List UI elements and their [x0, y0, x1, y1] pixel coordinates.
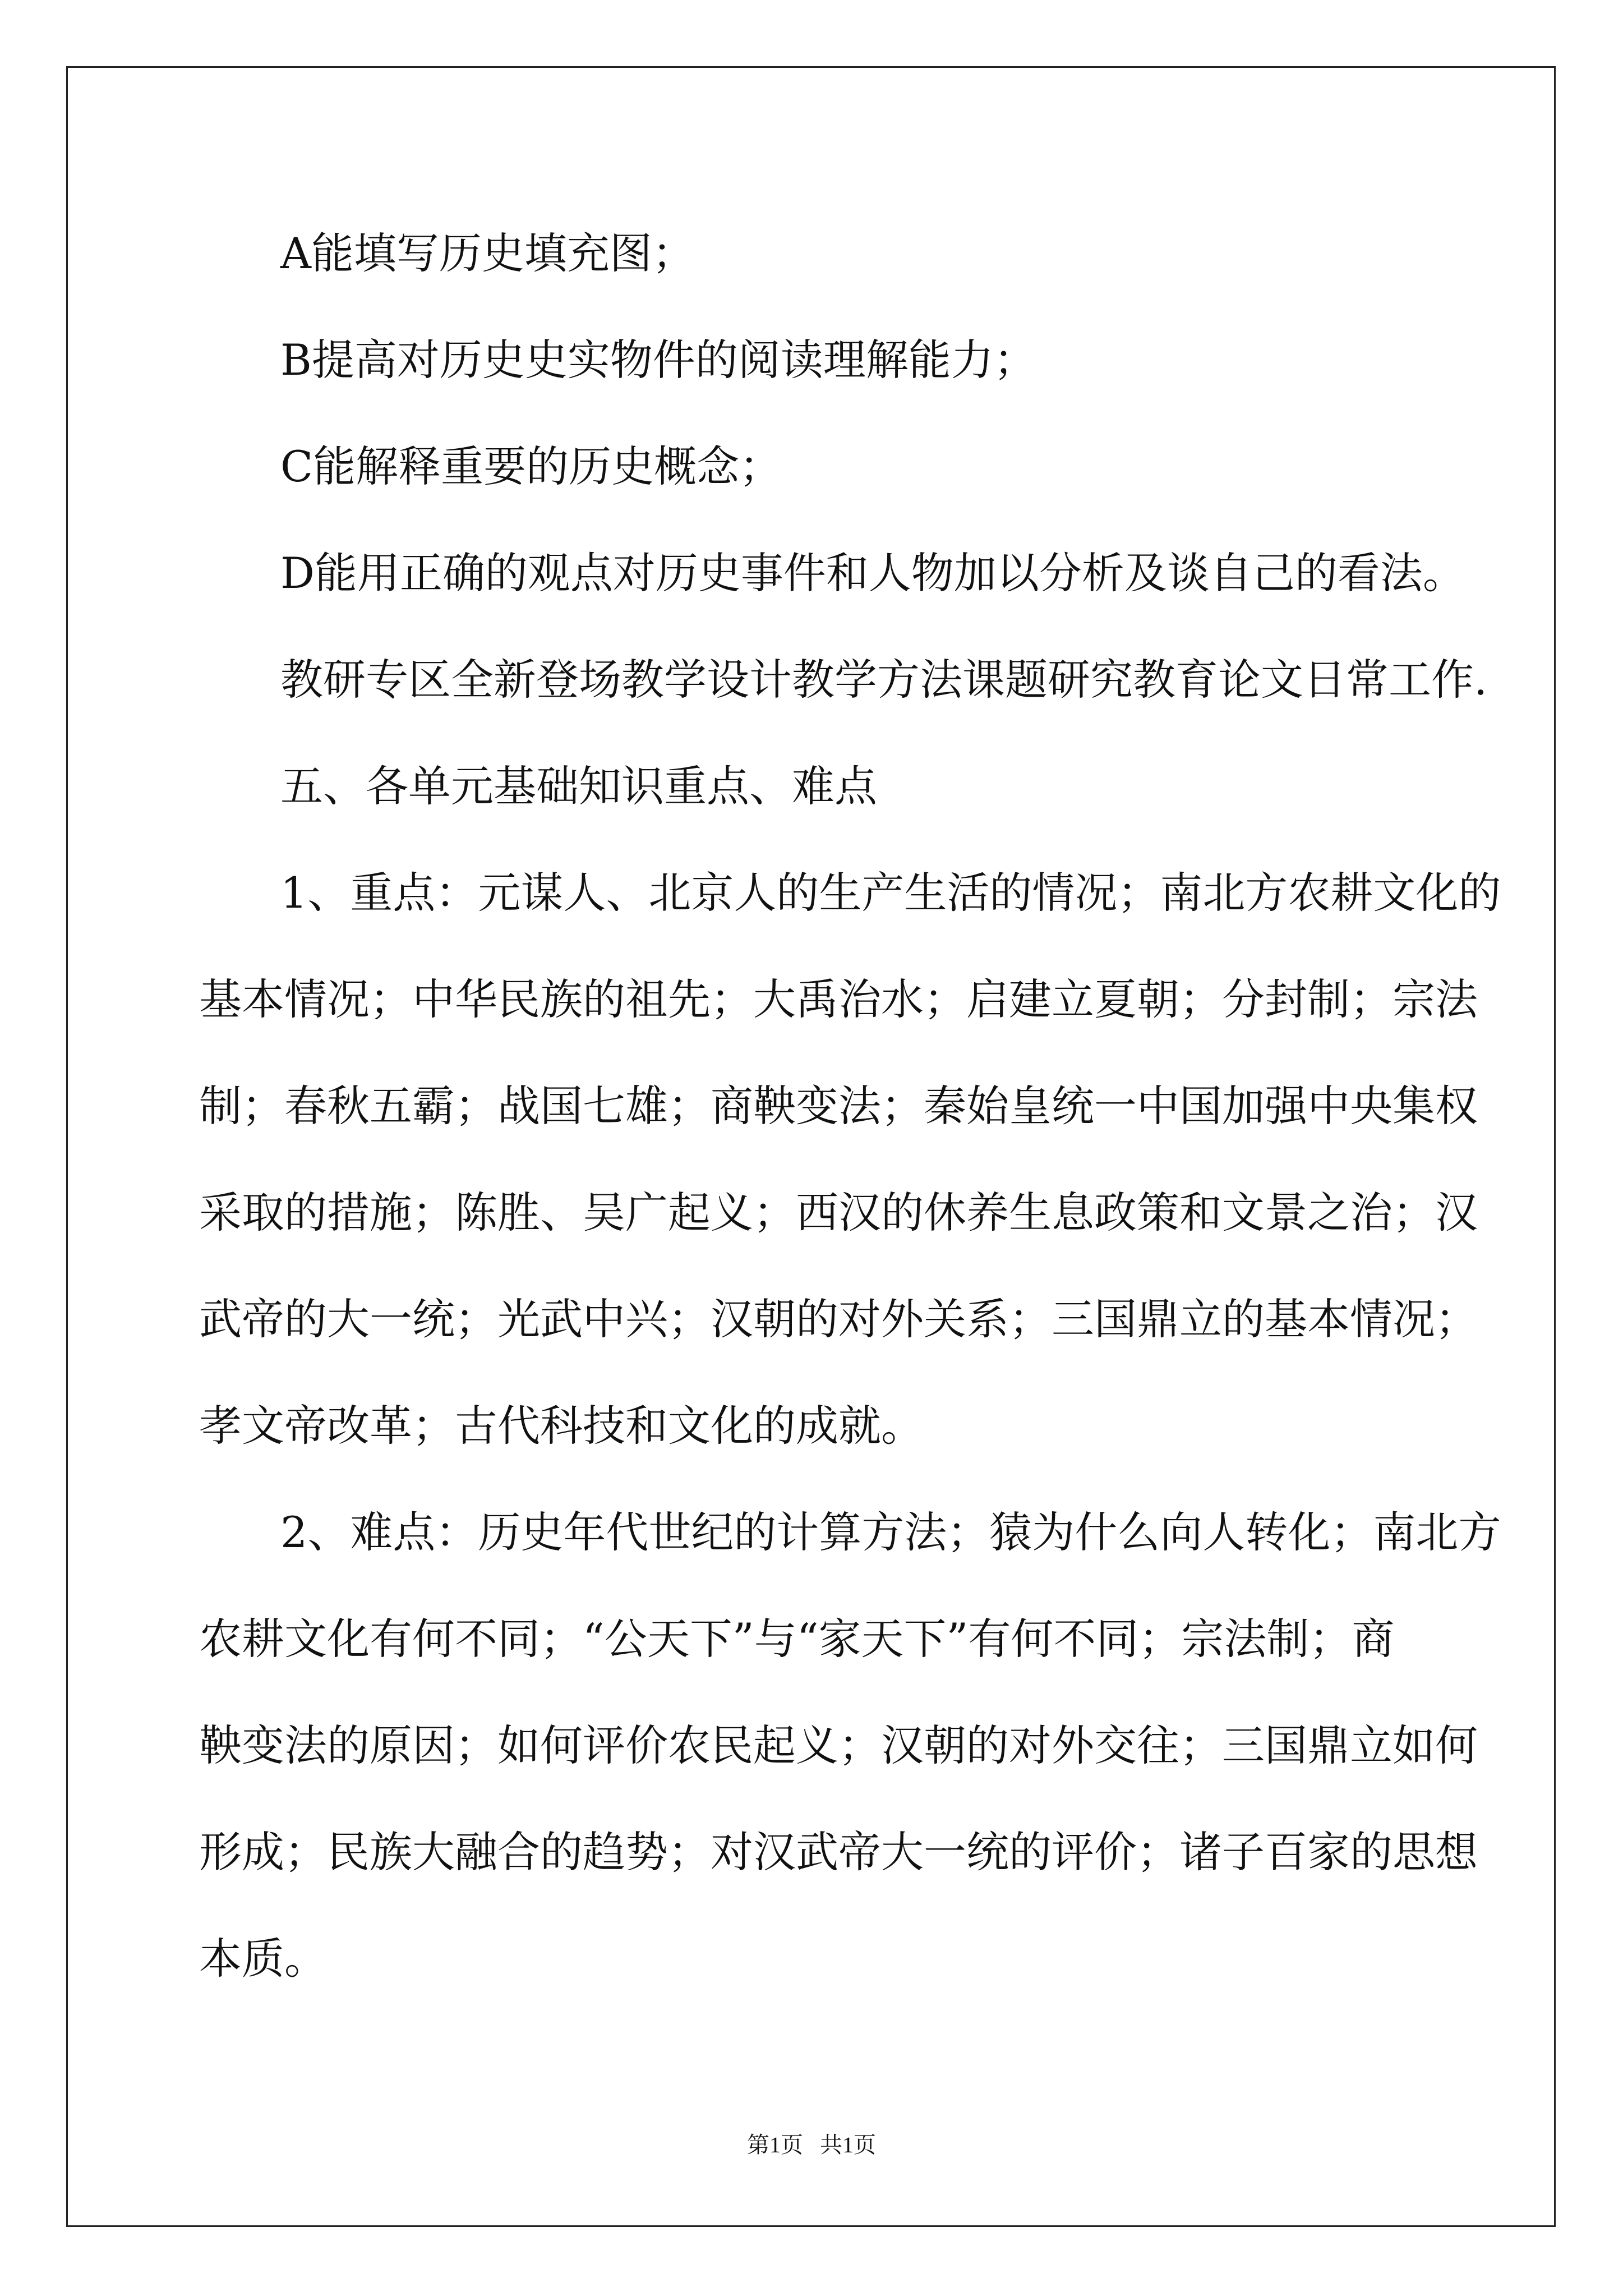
difficult-points-line: 农耕文化有何不同；“公天下”与“家天下”有何不同；宗法制；商: [199, 1614, 1395, 1664]
difficult-points-paragraph: [199, 1507, 1501, 2044]
list-item-c: C能解释重要的历史概念；: [280, 441, 782, 491]
list-item-b: B提高对历史史实物件的阅读理解能力；: [280, 335, 1036, 385]
key-points-line: 采取的措施；陈胜、吴广起义；西汉的休养生息政策和文景之治；汉: [199, 1188, 1478, 1237]
section-heading: 五、各单元基础知识重点、难点: [280, 761, 877, 811]
difficult-points-line: 本质。: [199, 1934, 327, 1984]
key-points-paragraph: [199, 868, 1501, 1511]
difficult-points-line: 鞅变法的原因；如何评价农民起义；汉朝的对外交往；三国鼎立如何: [199, 1720, 1478, 1770]
key-points-line: 1、重点：元谋人、北京人的生产生活的情况；南北方农耕文化的: [280, 868, 1501, 918]
key-points-line: 孝文帝改革；古代科技和文化的成就。: [199, 1401, 924, 1451]
list-item-d: D能用正确的观点对历史事件和人物加以分析及谈自己的看法。: [280, 548, 1465, 598]
difficult-points-line: 2、难点：历史年代世纪的计算方法；猿为什么向人转化；南北方: [280, 1507, 1501, 1557]
key-points-line: 制；春秋五霸；战国七雄；商鞅变法；秦始皇统一中国加强中央集权: [199, 1081, 1478, 1131]
list-item-a: A能填写历史填充图；: [280, 228, 695, 278]
page-footer: 第1页 共1页: [747, 2132, 876, 2157]
key-points-line: 基本情况；中华民族的祖先；大禹治水；启建立夏朝；分封制；宗法: [199, 974, 1478, 1024]
difficult-points-line: 形成；民族大融合的趋势；对汉武帝大一统的评价；诸子百家的思想: [199, 1827, 1478, 1877]
key-points-line: 武帝的大一统；光武中兴；汉朝的对外关系；三国鼎立的基本情况；: [199, 1294, 1478, 1344]
banner-line: 教研专区全新登场教学设计教学方法课题研究教育论文日常工作.: [280, 655, 1488, 705]
